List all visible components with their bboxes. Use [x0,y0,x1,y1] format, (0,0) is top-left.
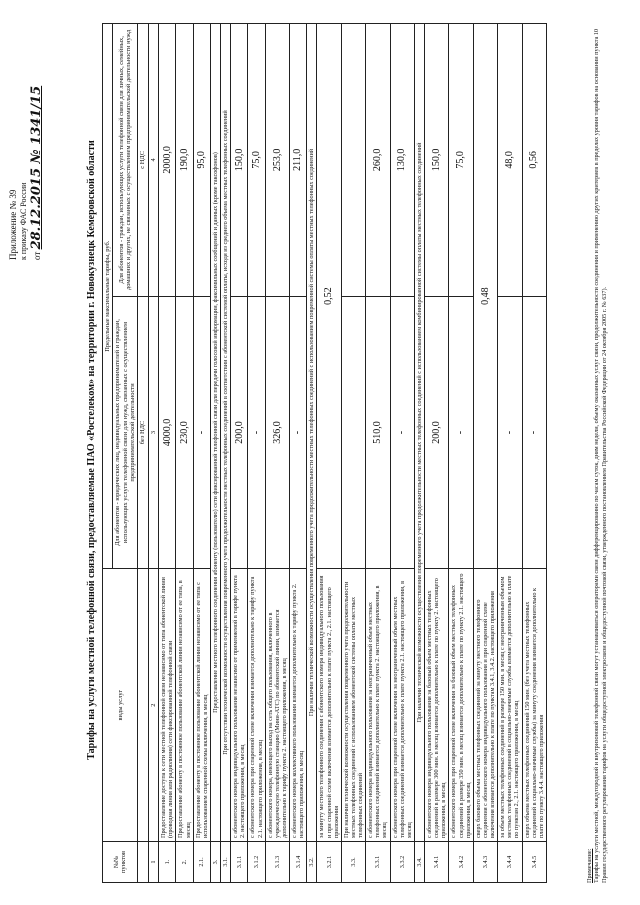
row-number: 3.4.3 [473,842,497,883]
order-from-label: от [32,251,43,260]
row-number: 3.2.1 [317,842,341,883]
table-row [425,24,449,883]
price-citizens: 260,0 [366,24,390,297]
table-row [449,24,473,883]
col-header-tariffs: Предельные максимальные тарифы, руб. [103,24,113,569]
footnote [586,23,608,883]
row-number: 2.1. [193,842,210,883]
price-legal: 200,0 [425,296,449,569]
price-legal: - [522,296,546,569]
price-citizens: 150,0 [231,24,248,297]
row-number: 2. [176,842,193,883]
service-description: с абонентского номера при спаренной схеме включения за базовый объем местных телефонных соединений в размере 350 мин. в месяц взимается дополнительно к плате по пункту 2.1. настоящего приложения, в месяц [449,569,473,842]
table-row [366,24,390,883]
service-description: с абонентского номера индивидуального пользования за базовый объем местных телефонных соединений в размере 300 мин. в месяц взимается дополнительно к плате по пункту 2. настоящего приложения, в месяц [425,569,449,842]
price-citizens: 2000,0 [159,24,176,297]
service-description: с абонентского номера индивидуального пользования независимо от применяемой в тарифе пункта 2. настоящего приложения, в месяц [231,569,248,842]
col-header-legal: Для абонентов - юридических лиц, индивидуальных предпринимателей и граждан, использующих услуги телефонной связи для нужд, связанных с осуществлением предпринимательской деятельности [113,296,138,569]
table-row [317,24,341,883]
service-description: сверх объема местных телефонных соединений 150 мин. (без учета местных телефонных соединений в социально-значимые службы) за минуту соединения взимается дополнительно к плате по пункту 3.4.4. настоящего приложения [522,569,546,842]
table-row [498,24,522,883]
table-row [341,24,365,883]
table-row [176,24,193,883]
footnote-text: Тарифы на услуги местной, междугородной и внутризоновой телефонной связи могут устанавливаться операторами связи дифференцированно по часам суток, дням недели, объему оказанных услуг связи, продолжительности соединения и применению других критериев в пределах уровня тарифов на основании пункта 10 Правил государственного регулирования тарифов на услуги общедоступной электросвязи и общедоступной почтовой связи, утвержденного постановлением Правительства Российской Федерации от 24 октября 2005 г. № 637). [593,28,608,883]
tariff-table [102,23,547,883]
price-legal: 510,0 [366,296,390,569]
merged-price: 0,52 [317,24,341,569]
tariff-table-body [159,24,547,883]
col-subheader-empty [138,842,148,883]
row-number: 3.2. [307,842,317,883]
row-number: 3.3.2 [390,842,414,883]
price-citizens: 253,0 [265,24,289,297]
order-reference: к приказу ФАС России [19,182,29,260]
price-citizens: 150,0 [425,24,449,297]
service-description: с абонентского номера, имеющего выход на сеть общего пользования, включенного в учрежденческую телефонную станцию (Мини-АТС) по абонентской линии, взимается дополнительно к тарифу пункта 2. настоящего приложения, в месяц [265,569,289,842]
row-number: 3.4.4 [498,842,522,883]
service-description: Предоставление абоненту в постоянное пользование абонентской линии независимо от ее типа с использованием спаренной схемы включения, в месяц [193,569,210,842]
service-description: за объем местных телефонных соединений в размере 150 мин. в месяц с неограниченным объемом местных телефонных соединений в социально-значимые службы взимается дополнительно к плате по пунктам 2., 2.1. настоящего приложения, в месяц [498,569,522,842]
price-legal: - [449,296,473,569]
service-description: При наличии технической возможности осуществления повременного учета продолжительности местных телефонных соединений с использованием абонентской системы оплаты местных телефонных соединений [341,569,365,842]
price-citizens: 75,0 [449,24,473,297]
service-description: Предоставление доступа к сети местной телефонной связи независимо от типа абонентской линии (проводная линия или радиолиния) сети фиксированной телефонной связи [159,569,176,842]
row-number: 3.4.1 [425,842,449,883]
price-legal: - [390,296,414,569]
table-row [159,24,176,883]
merged-price: 0,48 [473,24,497,569]
price-legal: - [248,296,265,569]
row-number: 3.1.4 [290,842,307,883]
price-legal: 230,0 [176,296,193,569]
col-number-3: 3 [148,296,158,569]
col-subheader-empty [138,569,148,842]
col-header-num: №№ пунктов [103,842,138,883]
price-citizens: 211,0 [290,24,307,297]
row-number: 3.1.1 [231,842,248,883]
price-citizens: 75,0 [248,24,265,297]
service-description: с абонентского номера индивидуального пользования за неограниченный объем местных телефонных соединений взимается дополнительно к плате пункта 2. настоящего приложения, в месяц [366,569,390,842]
appendix-label: Приложение № 39 [8,189,18,260]
table-row [522,24,546,883]
table-row [414,24,424,883]
section-heading: При отсутствии технической возможности осуществления повременного учета продолжительности местных телефонных соединений в соответствии с абонентской системой оплаты, исходя из среднего объема местных телефонных соединений [221,24,231,842]
price-legal: 200,0 [231,296,248,569]
table-row [473,24,497,883]
table-row [307,24,317,883]
row-number: 3.4.5 [522,842,546,883]
col-header-citizens: Для абонентов - граждан, использующих услуги телефонной связи для личных, семейных, домашних и других, не связанных с осуществлением предпринимательской деятельности нужд [113,24,138,297]
table-row [265,24,289,883]
price-citizens: 48,0 [498,24,522,297]
row-number: 1. [159,842,176,883]
row-number: 3.3. [341,842,365,883]
service-description: за минуту местного телефонного соединения с абонентского номера индивидуального пользования и при спаренной схеме включения взимается дополнительно к плате пункта 2., 2.1. настоящего приложения [317,569,341,842]
service-description: с абонентского номера при спаренной схеме включения за неограниченный объем местных телефонных соединений взимается дополнительно к плате пункта 2.1. настоящего приложения, в месяц [390,569,414,842]
price-citizens: 190,0 [176,24,193,297]
table-row [290,24,307,883]
section-heading: При наличии технической возможности осуществления повременного учета продолжительности местных телефонных соединений с использованием комбинированной системы оплаты местных телефонных соединений [414,24,424,842]
page-title: Тарифы на услуги местной телефонной связи, предоставляемые ПАО «Ростелеком» на территории г. Новокузнецк Кемеровской области [86,140,97,760]
price-citizens: 0,56 [522,24,546,297]
price-legal: - [498,296,522,569]
col-header-service: виды услуг [103,569,138,842]
section-heading: При наличии технической возможности осуществления повременного учета продолжительности местных телефонных соединений с использованием повременной системы оплаты местных телефонных соединений [307,24,317,842]
row-number: 3.1.3 [265,842,289,883]
service-description: Предоставление абоненту в постоянное пользование абонентской линии независимо от ее типа, в месяц [176,569,193,842]
table-row [193,24,210,883]
col-subheader-no-vat: без НДС [138,296,148,569]
price-legal: - [290,296,307,569]
price-citizens: 130,0 [390,24,414,297]
row-number: 3.4. [414,842,424,883]
price-legal: - [193,296,210,569]
footnote-label: Примечание: [586,848,593,883]
order-date-number: 28.12.2015 № 1341/15 [29,85,45,250]
table-row [390,24,414,883]
row-number: 3.1. [221,842,231,883]
service-description: с абонентского номера коллективного пользования взимается дополнительно к тарифу пункта 2. настоящего приложения, в месяц [290,569,307,842]
col-number-2: 2 [148,569,158,842]
row-number: 3.1.2 [248,842,265,883]
price-empty [341,296,365,569]
col-number-1: 1 [148,842,158,883]
table-row [221,24,231,883]
price-citizens: 95,0 [193,24,210,297]
table-row [210,24,220,883]
price-legal: 4000,0 [159,296,176,569]
table-row [231,24,248,883]
col-subheader-vat: с НДС [138,24,148,297]
appendix-header [8,60,46,260]
service-description: сверх базового объема местных телефонных соединений за минуту местного телефонного соединения с абонентского номера индивидуального пользования и при спаренной схеме включения взимается дополнительно к плате по пунктам 3.4.1, 3.4.2. настоящего приложения [473,569,497,842]
row-number: 3. [210,842,220,883]
service-description: с абонентского номера при спаренной схеме включения взимается дополнительно к тарифу пункта 2.1. настоящего приложения, в месяц [248,569,265,842]
table-row [248,24,265,883]
row-number: 3.4.2 [449,842,473,883]
col-number-4: 4 [148,24,158,297]
row-number: 3.3.1 [366,842,390,883]
section-heading: Предоставление местного телефонного соединения абоненту (пользователю) сети фиксированной телефонной связи для передачи голосовой информации, факсимильных сообщений и данных (кроме таксофонов) [210,24,220,842]
price-legal: 326,0 [265,296,289,569]
price-empty [341,24,365,297]
